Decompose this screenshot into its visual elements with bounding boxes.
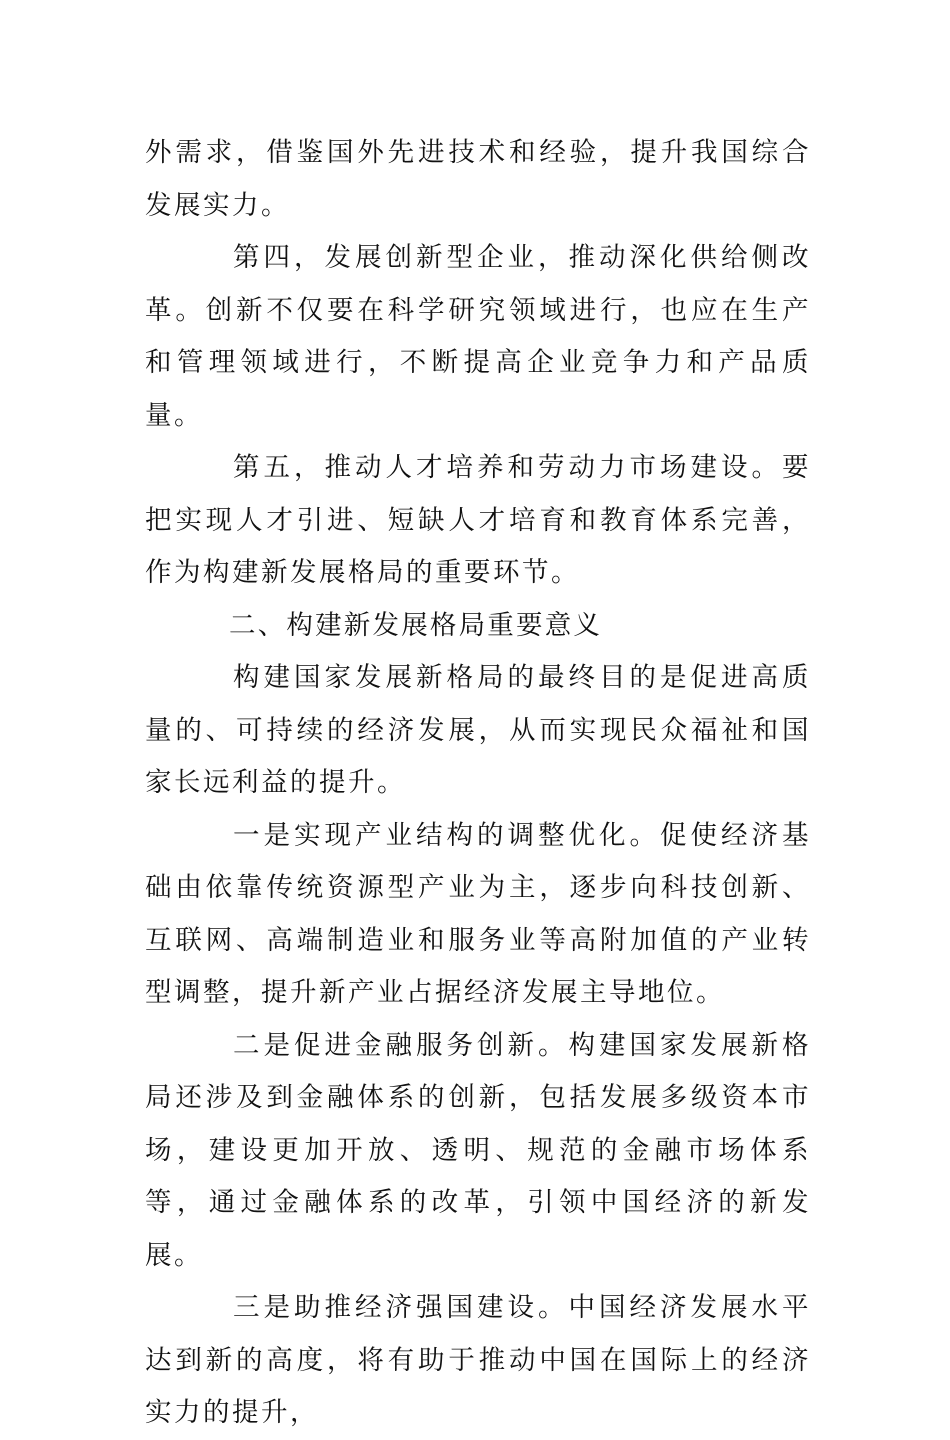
paragraph-point-three: 三是助推经济强国建设。中国经济发展水平达到新的高度，将有助于推动中国在国际上的经济实力的提升， [145,1292,811,1428]
paragraph-purpose: 构建国家发展新格局的最终目的是促进高质量的、可持续的经济发展，从而实现民众福祉和国家长远利益的提升。 [145,662,811,798]
section-heading: 二、构建新发展格局重要意义 [229,609,603,641]
document-body [145,127,811,1440]
paragraph-continuation: 外需求，借鉴国外先进技术和经验，提升我国综合发展实力。 [145,137,811,221]
paragraph-point-two: 二是促进金融服务创新。构建国家发展新格局还涉及到金融体系的创新，包括发展多级资本市场，建设更加开放、透明、规范的金融市场体系等，通过金融体系的改革，引领中国经济的新发展。 [145,1029,811,1271]
paragraph-fifth-point: 第五，推动人才培养和劳动力市场建设。要把实现人才引进、短缺人才培育和教育体系完善，作为构建新发展格局的重要环节。 [145,452,811,588]
paragraph-fourth-point: 第四，发展创新型企业，推动深化供给侧改革。创新不仅要在科学研究领域进行，也应在生产和管理领域进行，不断提高企业竞争力和产品质量。 [145,242,811,431]
paragraph-point-one: 一是实现产业结构的调整优化。促使经济基础由依靠传统资源型产业为主，逐步向科技创新、互联网、高端制造业和服务业等高附加值的产业转型调整，提升新产业占据经济发展主导地位。 [145,819,811,1008]
